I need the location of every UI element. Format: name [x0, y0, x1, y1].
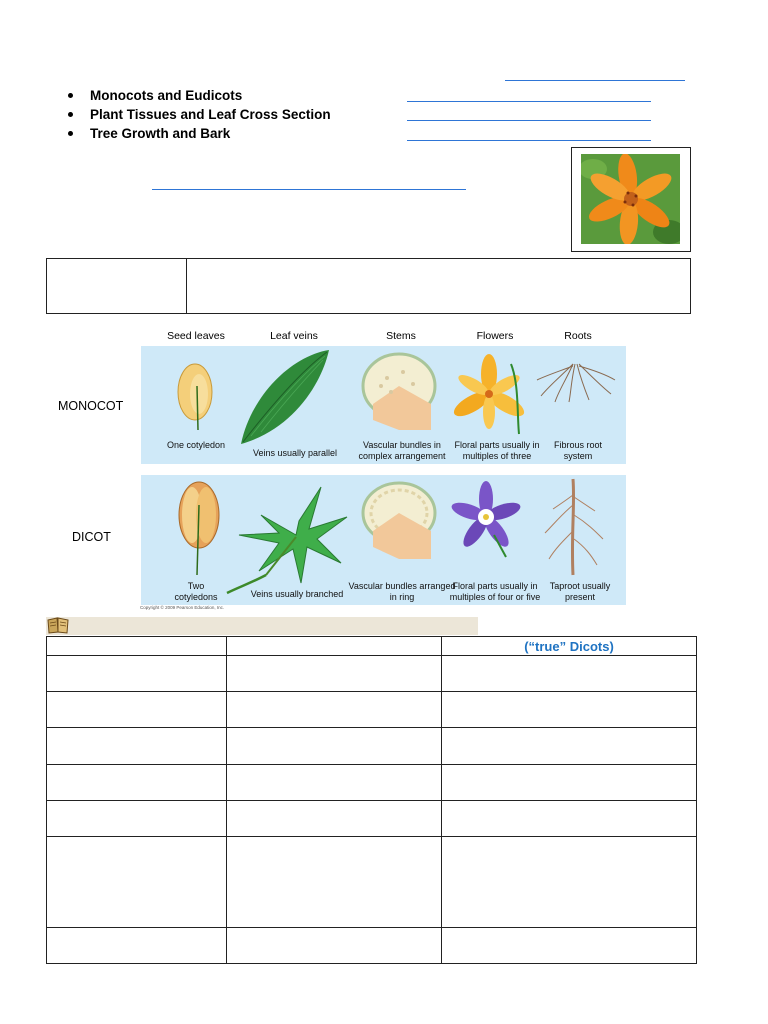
table-cell[interactable]	[442, 928, 697, 964]
monocot-caption-stems: Vascular bundles in complex arrangement	[358, 440, 446, 461]
dicot-caption-roots: Taproot usually present	[549, 581, 611, 602]
bullet-icon	[68, 93, 73, 98]
topic-label: Monocots and Eudicots	[90, 88, 243, 103]
table-cell[interactable]	[47, 801, 227, 837]
topic-label: Tree Growth and Bark	[90, 126, 231, 141]
table-cell[interactable]	[227, 692, 442, 728]
table-cell	[227, 637, 442, 656]
topic-label: Plant Tissues and Leaf Cross Section	[90, 107, 331, 122]
topic-item	[66, 124, 331, 143]
monocot-caption-seed: One cotyledon	[166, 440, 226, 450]
table-cell[interactable]	[442, 765, 697, 801]
topic-list	[66, 86, 331, 143]
table-cell[interactable]	[442, 728, 697, 765]
dicot-caption-veins: Veins usually branched	[250, 589, 344, 599]
table-cell[interactable]	[442, 692, 697, 728]
table-cell[interactable]	[442, 656, 697, 692]
table-cell[interactable]	[47, 728, 227, 765]
taproot-icon	[545, 479, 603, 575]
table-cell[interactable]	[227, 656, 442, 692]
monocot-seed-icon	[178, 364, 212, 430]
topic-item	[66, 86, 331, 105]
columbine-flower-icon	[450, 481, 523, 557]
box-divider	[186, 259, 187, 313]
table-row	[47, 656, 697, 692]
table-cell[interactable]	[227, 801, 442, 837]
table-cell[interactable]	[47, 656, 227, 692]
fibrous-root-icon	[537, 364, 615, 402]
figure-copyright: Copyright © 2009 Pearson Education, Inc.	[140, 605, 225, 610]
dicot-caption-seed: Two cotyledons	[174, 581, 218, 602]
blank-line-topic-1	[407, 101, 651, 102]
table-row	[47, 837, 697, 928]
table-cell[interactable]	[227, 837, 442, 928]
dicot-caption-flowers: Floral parts usually in multiples of four or five	[449, 581, 541, 602]
blank-line-name	[152, 189, 466, 190]
table-cell[interactable]	[47, 837, 227, 928]
bullet-icon	[68, 131, 73, 136]
dicot-seed-icon	[179, 482, 219, 575]
monocot-panel	[141, 346, 626, 464]
blank-line-topic-3	[407, 140, 651, 141]
figure-col-header: Leaf veins	[270, 330, 318, 342]
branched-leaf-icon	[227, 487, 347, 593]
comparison-table	[46, 636, 697, 964]
figure-row-label-monocot: MONOCOT	[58, 399, 124, 413]
table-cell[interactable]	[47, 765, 227, 801]
section-bar	[46, 617, 478, 635]
blank-line-top	[505, 80, 685, 81]
table-row	[47, 728, 697, 765]
bullet-icon	[68, 112, 73, 117]
table-cell[interactable]	[227, 728, 442, 765]
table-row	[47, 928, 697, 964]
figure-col-header: Flowers	[476, 330, 514, 342]
dicot-column-header: (“true” Dicots)	[442, 637, 697, 656]
dicot-panel	[141, 475, 626, 605]
table-row	[47, 692, 697, 728]
photo-frame	[571, 147, 691, 252]
monocot-stem-icon	[363, 354, 435, 430]
table-cell	[47, 637, 227, 656]
table-header-row	[47, 637, 697, 656]
figure-col-header: Roots	[564, 330, 592, 342]
parallel-leaf-icon	[241, 350, 329, 444]
figure-row-label-dicot: DICOT	[72, 530, 111, 544]
table-cell[interactable]	[442, 801, 697, 837]
table-row	[47, 765, 697, 801]
monocot-caption-roots: Fibrous root system	[553, 440, 603, 461]
dicot-caption-stems: Vascular bundles arranged in ring	[348, 581, 456, 602]
vocabulary-box	[46, 258, 691, 314]
table-cell[interactable]	[47, 928, 227, 964]
monocot-caption-veins: Veins usually parallel	[252, 448, 338, 458]
table-cell[interactable]	[442, 837, 697, 928]
book-icon	[47, 616, 69, 634]
lily-flower-icon	[450, 354, 527, 434]
table-cell[interactable]	[227, 928, 442, 964]
table-row	[47, 801, 697, 837]
blank-line-topic-2	[407, 120, 651, 121]
figure-col-header: Seed leaves	[167, 330, 225, 342]
table-cell[interactable]	[47, 692, 227, 728]
monocot-caption-flowers: Floral parts usually in multiples of three	[454, 440, 540, 461]
table-cell[interactable]	[227, 765, 442, 801]
lily-photo	[581, 154, 680, 244]
topic-item	[66, 105, 331, 124]
dicot-stem-icon	[363, 483, 435, 559]
figure-col-header: Stems	[386, 330, 416, 342]
